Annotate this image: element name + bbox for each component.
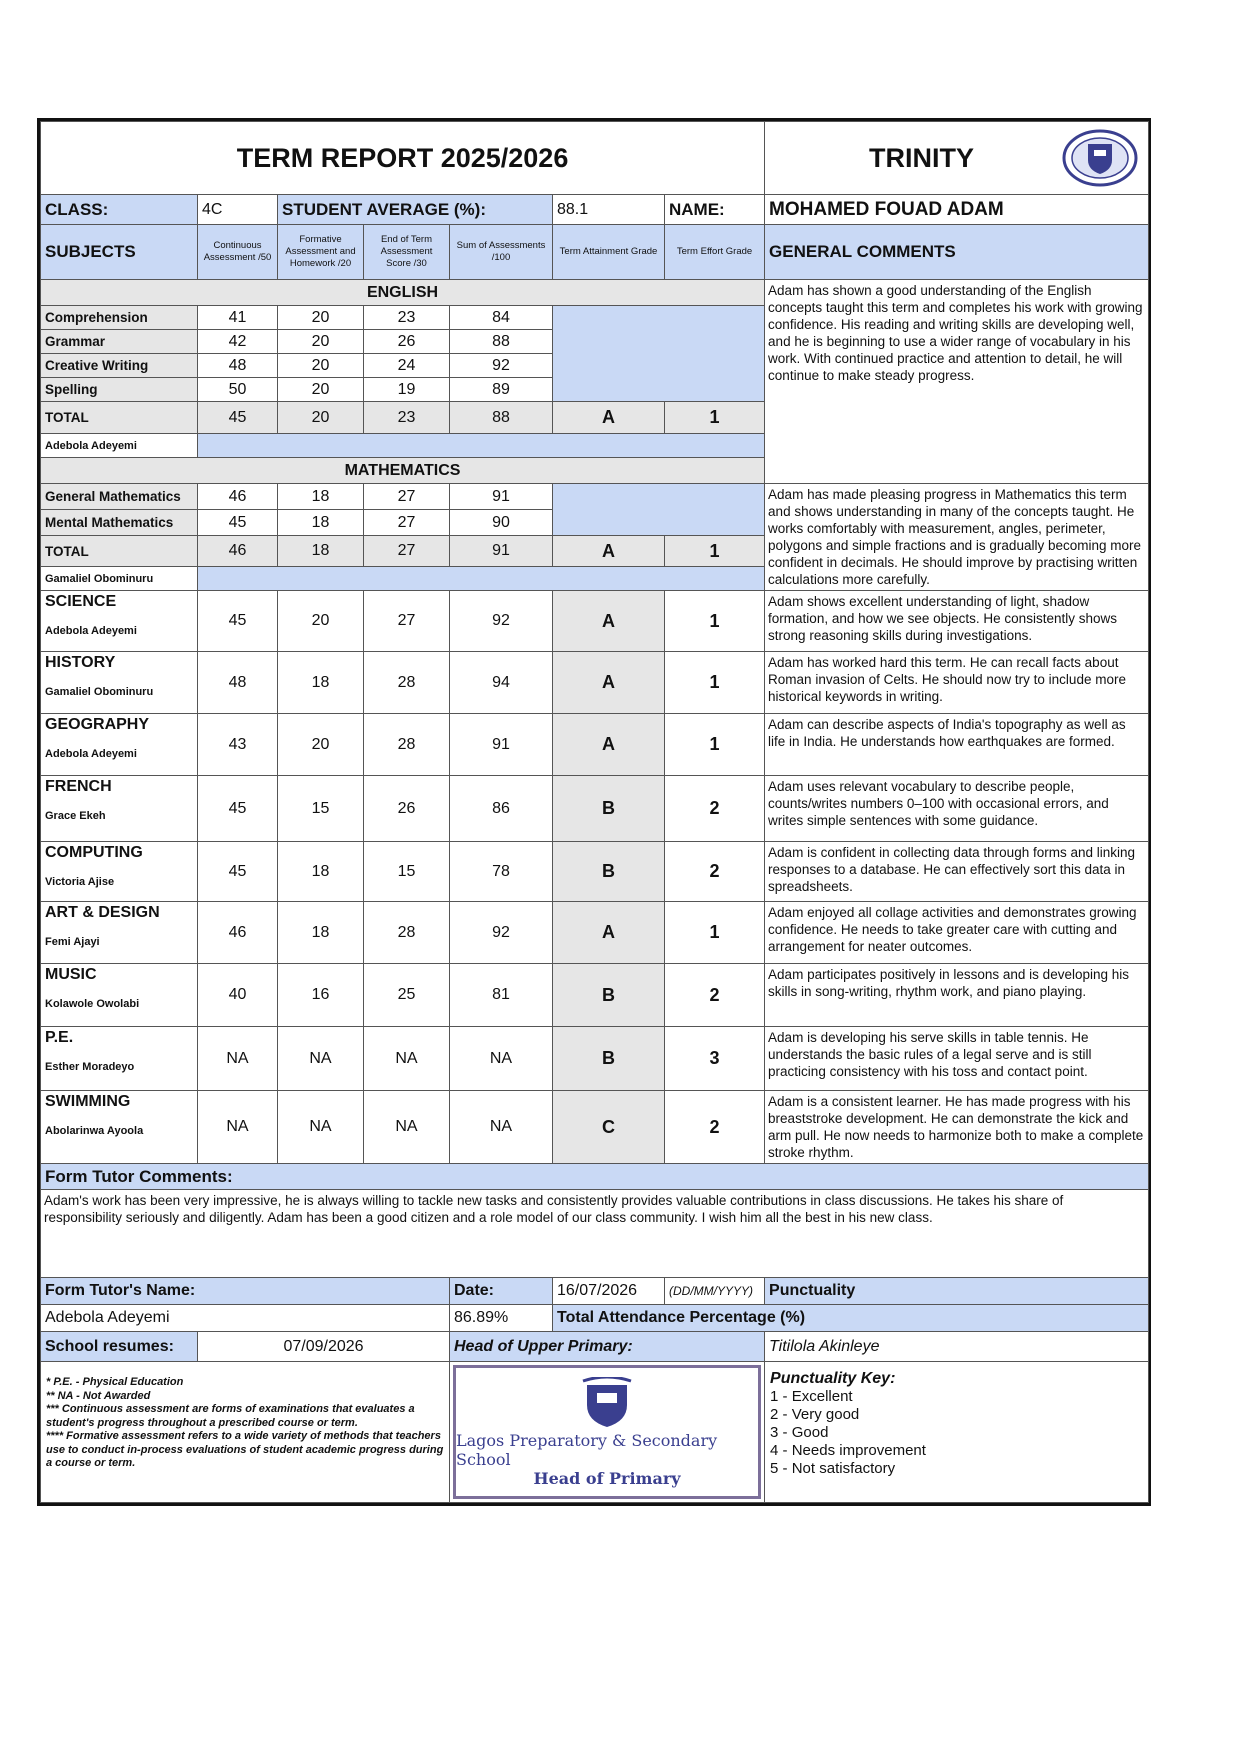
ca-score: 46 — [198, 902, 278, 964]
et-score: 19 — [364, 378, 450, 402]
attainment-grade: A — [553, 714, 665, 776]
et-score: 23 — [364, 402, 450, 434]
subject-name: HISTORY — [45, 654, 116, 671]
grade-header: Term Attainment Grade — [553, 225, 665, 280]
table-row — [41, 964, 1149, 1027]
et-score: 28 — [364, 902, 450, 964]
class-value: 4C — [198, 195, 278, 225]
footnote: **** Formative assessment refers to a wide variety of methods that teachers use to conduct in-process evaluations of student academic progress during a course or term. — [46, 1430, 444, 1469]
attendance-label: Total Attendance Percentage (%) — [553, 1305, 1149, 1332]
attendance-value: 86.89% — [450, 1305, 553, 1332]
ca-header: Continuous Assessment /50 — [198, 225, 278, 280]
total-label: TOTAL — [41, 536, 198, 567]
subject-cell — [41, 1027, 198, 1091]
fa-score: 16 — [278, 964, 364, 1027]
fa-score: 18 — [278, 902, 364, 964]
subject-comment: Adam enjoyed all collage activities and demonstrates growing confidence. He needs to take greater care with cutting and arrangement for neater outcomes. — [765, 902, 1149, 964]
sum-score: 89 — [450, 378, 553, 402]
punctuality-key — [765, 1362, 1149, 1503]
effort-grade: 1 — [665, 902, 765, 964]
effort-grade: 1 — [665, 591, 765, 652]
footnote: ** NA - Not Awarded — [46, 1389, 151, 1402]
ca-score: 40 — [198, 964, 278, 1027]
subject-name: Comprehension — [41, 306, 198, 330]
house-name: TRINITY — [869, 142, 975, 173]
ca-score: 48 — [198, 652, 278, 714]
subject-cell — [41, 964, 198, 1027]
resumes-value: 07/09/2026 — [198, 1332, 450, 1362]
tutor-name: Adebola Adeyemi — [41, 1305, 450, 1332]
subject-name: ART & DESIGN — [45, 904, 160, 921]
fa-score: 20 — [278, 330, 364, 354]
english-comment: Adam has shown a good understanding of the English concepts taught this term and completes his work with growing confidence. His reading and writing skills are developing well, and he is beginning to use a wider range of vocabulary in his work. With continued practice and attention to detail, he will continue to make steady progress. — [765, 280, 1149, 484]
sum-score: 88 — [450, 330, 553, 354]
ca-score: 42 — [198, 330, 278, 354]
subject-name: Creative Writing — [41, 354, 198, 378]
ca-score: 45 — [198, 842, 278, 902]
et-score: 28 — [364, 652, 450, 714]
table-row — [41, 842, 1149, 902]
et-score: 26 — [364, 776, 450, 842]
sum-score: 88 — [450, 402, 553, 434]
punctuality-cell — [765, 1278, 1149, 1305]
subject-name: COMPUTING — [45, 844, 143, 861]
et-score: 23 — [364, 306, 450, 330]
teacher-name: Gamaliel Obominuru — [45, 686, 154, 698]
head-label: Head of Upper Primary: — [450, 1332, 765, 1362]
sum-score: NA — [450, 1027, 553, 1091]
teacher-name: Esther Moradeyo — [45, 1061, 135, 1073]
subject-name: Mental Mathematics — [41, 510, 198, 536]
subject-name: SWIMMING — [45, 1093, 131, 1110]
effort-grade: 2 — [665, 842, 765, 902]
school-crest-icon — [1060, 126, 1140, 190]
maths-heading: MATHEMATICS — [41, 458, 765, 484]
key-item: 4 - Needs improvement — [770, 1442, 926, 1459]
et-score: NA — [364, 1091, 450, 1164]
subject-cell — [41, 776, 198, 842]
teacher-name: Adebola Adeyemi — [45, 625, 137, 637]
average-value: 88.1 — [553, 195, 665, 225]
effort-grade: 2 — [665, 776, 765, 842]
sum-score: 92 — [450, 591, 553, 652]
ca-score: 45 — [198, 510, 278, 536]
subject-cell — [41, 714, 198, 776]
report-title: TERM REPORT 2025/2026 — [41, 122, 765, 195]
resumes-label: School resumes: — [41, 1332, 198, 1362]
fa-score: 20 — [278, 378, 364, 402]
subject-cell — [41, 1091, 198, 1164]
date-label: Date: — [450, 1278, 553, 1305]
et-score: 28 — [364, 714, 450, 776]
et-score: 27 — [364, 536, 450, 567]
effort-grade: 1 — [665, 536, 765, 567]
subjects-header: SUBJECTS — [41, 225, 198, 280]
attainment-grade: B — [553, 964, 665, 1027]
english-heading: ENGLISH — [41, 280, 765, 306]
subject-name: MUSIC — [45, 966, 97, 983]
date-value: 16/07/2026 — [553, 1278, 665, 1305]
et-score: 26 — [364, 330, 450, 354]
fa-score: 18 — [278, 536, 364, 567]
fa-score: 18 — [278, 652, 364, 714]
ca-score: 45 — [198, 402, 278, 434]
footnotes — [41, 1362, 450, 1503]
subject-cell — [41, 591, 198, 652]
et-score: 24 — [364, 354, 450, 378]
term-report — [37, 118, 1151, 1506]
key-item: 3 - Good — [770, 1424, 829, 1441]
et-score: 25 — [364, 964, 450, 1027]
punctuality-label: Punctuality — [769, 1282, 856, 1299]
table-row — [41, 1091, 1149, 1164]
maths-comment: Adam has made pleasing progress in Mathematics this term and shows understanding in many of the concepts taught. He works comfortably with measurement, angles, perimeter, polygons and simple fractions and is gradually becoming more confident in decimals. He should improve by practising written calculations more carefully. — [765, 484, 1149, 591]
teacher-name: Abolarinwa Ayoola — [45, 1125, 144, 1137]
table-row — [41, 776, 1149, 842]
student-name: MOHAMED FOUAD ADAM — [765, 195, 1149, 225]
fa-score: 20 — [278, 591, 364, 652]
subject-name: GEOGRAPHY — [45, 716, 150, 733]
ca-score: NA — [198, 1091, 278, 1164]
comments-header: GENERAL COMMENTS — [765, 225, 1149, 280]
attainment-grade: A — [553, 402, 665, 434]
attainment-grade: C — [553, 1091, 665, 1164]
effort-grade: 2 — [665, 964, 765, 1027]
ca-score: 41 — [198, 306, 278, 330]
attainment-grade: A — [553, 652, 665, 714]
effort-grade: 1 — [665, 652, 765, 714]
sum-score: 91 — [450, 536, 553, 567]
tutor-comments: Adam's work has been very impressive, he is always willing to tackle new tasks and consistently provides valuable contributions in class discussions. He takes his share of responsibility seriously and diligently. Adam has been a good citizen and a role model of our class community. I wish him all the best in his new class. — [41, 1190, 1149, 1278]
sum-score: 84 — [450, 306, 553, 330]
attainment-grade: A — [553, 591, 665, 652]
attainment-grade: A — [553, 536, 665, 567]
subject-cell — [41, 902, 198, 964]
house-cell — [765, 122, 1149, 195]
subject-name: General Mathematics — [41, 484, 198, 510]
key-item: 1 - Excellent — [770, 1388, 853, 1405]
fa-score: 18 — [278, 484, 364, 510]
fa-score: 18 — [278, 842, 364, 902]
subject-cell — [41, 652, 198, 714]
key-item: 5 - Not satisfactory — [770, 1460, 896, 1477]
et-score: NA — [364, 1027, 450, 1091]
et-score: 15 — [364, 842, 450, 902]
subject-name: Grammar — [41, 330, 198, 354]
subject-comment: Adam is confident in collecting data through forms and linking responses to a database. He can effectively sort this data in spreadsheets. — [765, 842, 1149, 902]
effort-grade: 3 — [665, 1027, 765, 1091]
ca-score: 46 — [198, 484, 278, 510]
fa-header: Formative Assessment and Homework /20 — [278, 225, 364, 280]
effort-grade: 1 — [665, 714, 765, 776]
fa-score: 20 — [278, 714, 364, 776]
fa-score: NA — [278, 1027, 364, 1091]
teacher-name: Kolawole Owolabi — [45, 998, 140, 1010]
subject-cell — [41, 842, 198, 902]
blue-spacer — [198, 434, 765, 458]
subject-name: Spelling — [41, 378, 198, 402]
table-row — [41, 484, 1149, 510]
subject-name: SCIENCE — [45, 593, 117, 610]
head-of-primary-stamp — [453, 1365, 761, 1499]
blue-spacer — [198, 567, 765, 591]
table-row — [41, 591, 1149, 652]
table-row — [41, 902, 1149, 964]
subject-comment: Adam shows excellent understanding of light, shadow formation, and how we see objects. He consistently shows strong reasoning skills during investigations. — [765, 591, 1149, 652]
sum-score: 91 — [450, 484, 553, 510]
attainment-grade: B — [553, 842, 665, 902]
et-score: 27 — [364, 510, 450, 536]
table-row — [41, 1027, 1149, 1091]
teacher-name: Victoria Ajise — [45, 876, 115, 888]
sum-score: 91 — [450, 714, 553, 776]
ca-score: 43 — [198, 714, 278, 776]
fa-score: NA — [278, 1091, 364, 1164]
stamp-cell — [450, 1362, 765, 1503]
fa-score: 20 — [278, 354, 364, 378]
table-row — [41, 714, 1149, 776]
school-crest-icon — [577, 1377, 637, 1431]
fa-score: 15 — [278, 776, 364, 842]
ca-score: 45 — [198, 776, 278, 842]
subject-name: FRENCH — [45, 778, 112, 795]
maths-grade-blank — [553, 484, 765, 536]
fa-score: 18 — [278, 510, 364, 536]
fa-score: 20 — [278, 402, 364, 434]
fa-score: 20 — [278, 306, 364, 330]
teacher-name: Adebola Adeyemi — [45, 748, 137, 760]
et-score: 27 — [364, 484, 450, 510]
sum-score: 78 — [450, 842, 553, 902]
ca-score: 50 — [198, 378, 278, 402]
subject-name: P.E. — [45, 1029, 74, 1046]
stamp-school-name: Lagos Preparatory & Secondary School — [456, 1430, 718, 1469]
subject-comment: Adam can describe aspects of India's topography as well as life in India. He understands how earthquakes are formed. — [765, 714, 1149, 776]
sum-score: 92 — [450, 354, 553, 378]
tutor-comments-label: Form Tutor Comments: — [41, 1164, 1149, 1190]
key-title: Punctuality Key: — [770, 1370, 896, 1387]
ca-score: 45 — [198, 591, 278, 652]
footnote: *** Continuous assessment are forms of examinations that evaluates a student's progress throughout a prescribed course or term. — [46, 1403, 415, 1429]
ca-score: NA — [198, 1027, 278, 1091]
sum-score: 86 — [450, 776, 553, 842]
effort-header: Term Effort Grade — [665, 225, 765, 280]
key-item: 2 - Very good — [770, 1406, 860, 1423]
attainment-grade: B — [553, 1027, 665, 1091]
attainment-grade: B — [553, 776, 665, 842]
total-label: TOTAL — [41, 402, 198, 434]
et-score: 27 — [364, 591, 450, 652]
english-grade-blank — [553, 306, 765, 402]
average-label: STUDENT AVERAGE (%): — [278, 195, 553, 225]
teacher-name: Gamaliel Obominuru — [41, 567, 198, 591]
sum-score: NA — [450, 1091, 553, 1164]
sum-score: 81 — [450, 964, 553, 1027]
effort-grade: 2 — [665, 1091, 765, 1164]
attainment-grade: A — [553, 902, 665, 964]
ca-score: 46 — [198, 536, 278, 567]
sum-score: 92 — [450, 902, 553, 964]
head-name: Titilola Akinleye — [765, 1332, 1149, 1362]
report-table — [40, 121, 1149, 1503]
teacher-name: Adebola Adeyemi — [41, 434, 198, 458]
teacher-name: Femi Ajayi — [45, 936, 100, 948]
subject-comment: Adam has worked hard this term. He can recall facts about Roman invasion of Celts. He should now try to include more historical keywords in writing. — [765, 652, 1149, 714]
effort-grade: 1 — [665, 402, 765, 434]
sum-header: Sum of Assessments /100 — [450, 225, 553, 280]
sum-score: 90 — [450, 510, 553, 536]
subject-comment: Adam is a consistent learner. He has made progress with his breaststroke development. He can demonstrate the kick and arm pull. He now needs to harmonize both to make a complete stroke rhythm. — [765, 1091, 1149, 1164]
subject-comment: Adam participates positively in lessons and is developing his skills in song-writing, rhythm work, and piano playing. — [765, 964, 1149, 1027]
name-label: NAME: — [665, 195, 765, 225]
footnote: * P.E. - Physical Education — [46, 1376, 184, 1388]
subject-comment: Adam uses relevant vocabulary to describe people, counts/writes numbers 0–100 with occasional errors, and writes simple sentences with some guidance. — [765, 776, 1149, 842]
ca-score: 48 — [198, 354, 278, 378]
sum-score: 94 — [450, 652, 553, 714]
class-label: CLASS: — [41, 195, 198, 225]
stamp-title: Head of Primary — [533, 1468, 681, 1488]
date-format: (DD/MM/YYYY) — [665, 1278, 765, 1305]
subject-comment: Adam is developing his serve skills in table tennis. He understands the basic rules of a legal serve and is still practicing consistency with his toss and contact point. — [765, 1027, 1149, 1091]
tutor-name-label: Form Tutor's Name: — [41, 1278, 450, 1305]
et-header: End of Term Assessment Score /30 — [364, 225, 450, 280]
table-row — [41, 652, 1149, 714]
teacher-name: Grace Ekeh — [45, 810, 106, 822]
